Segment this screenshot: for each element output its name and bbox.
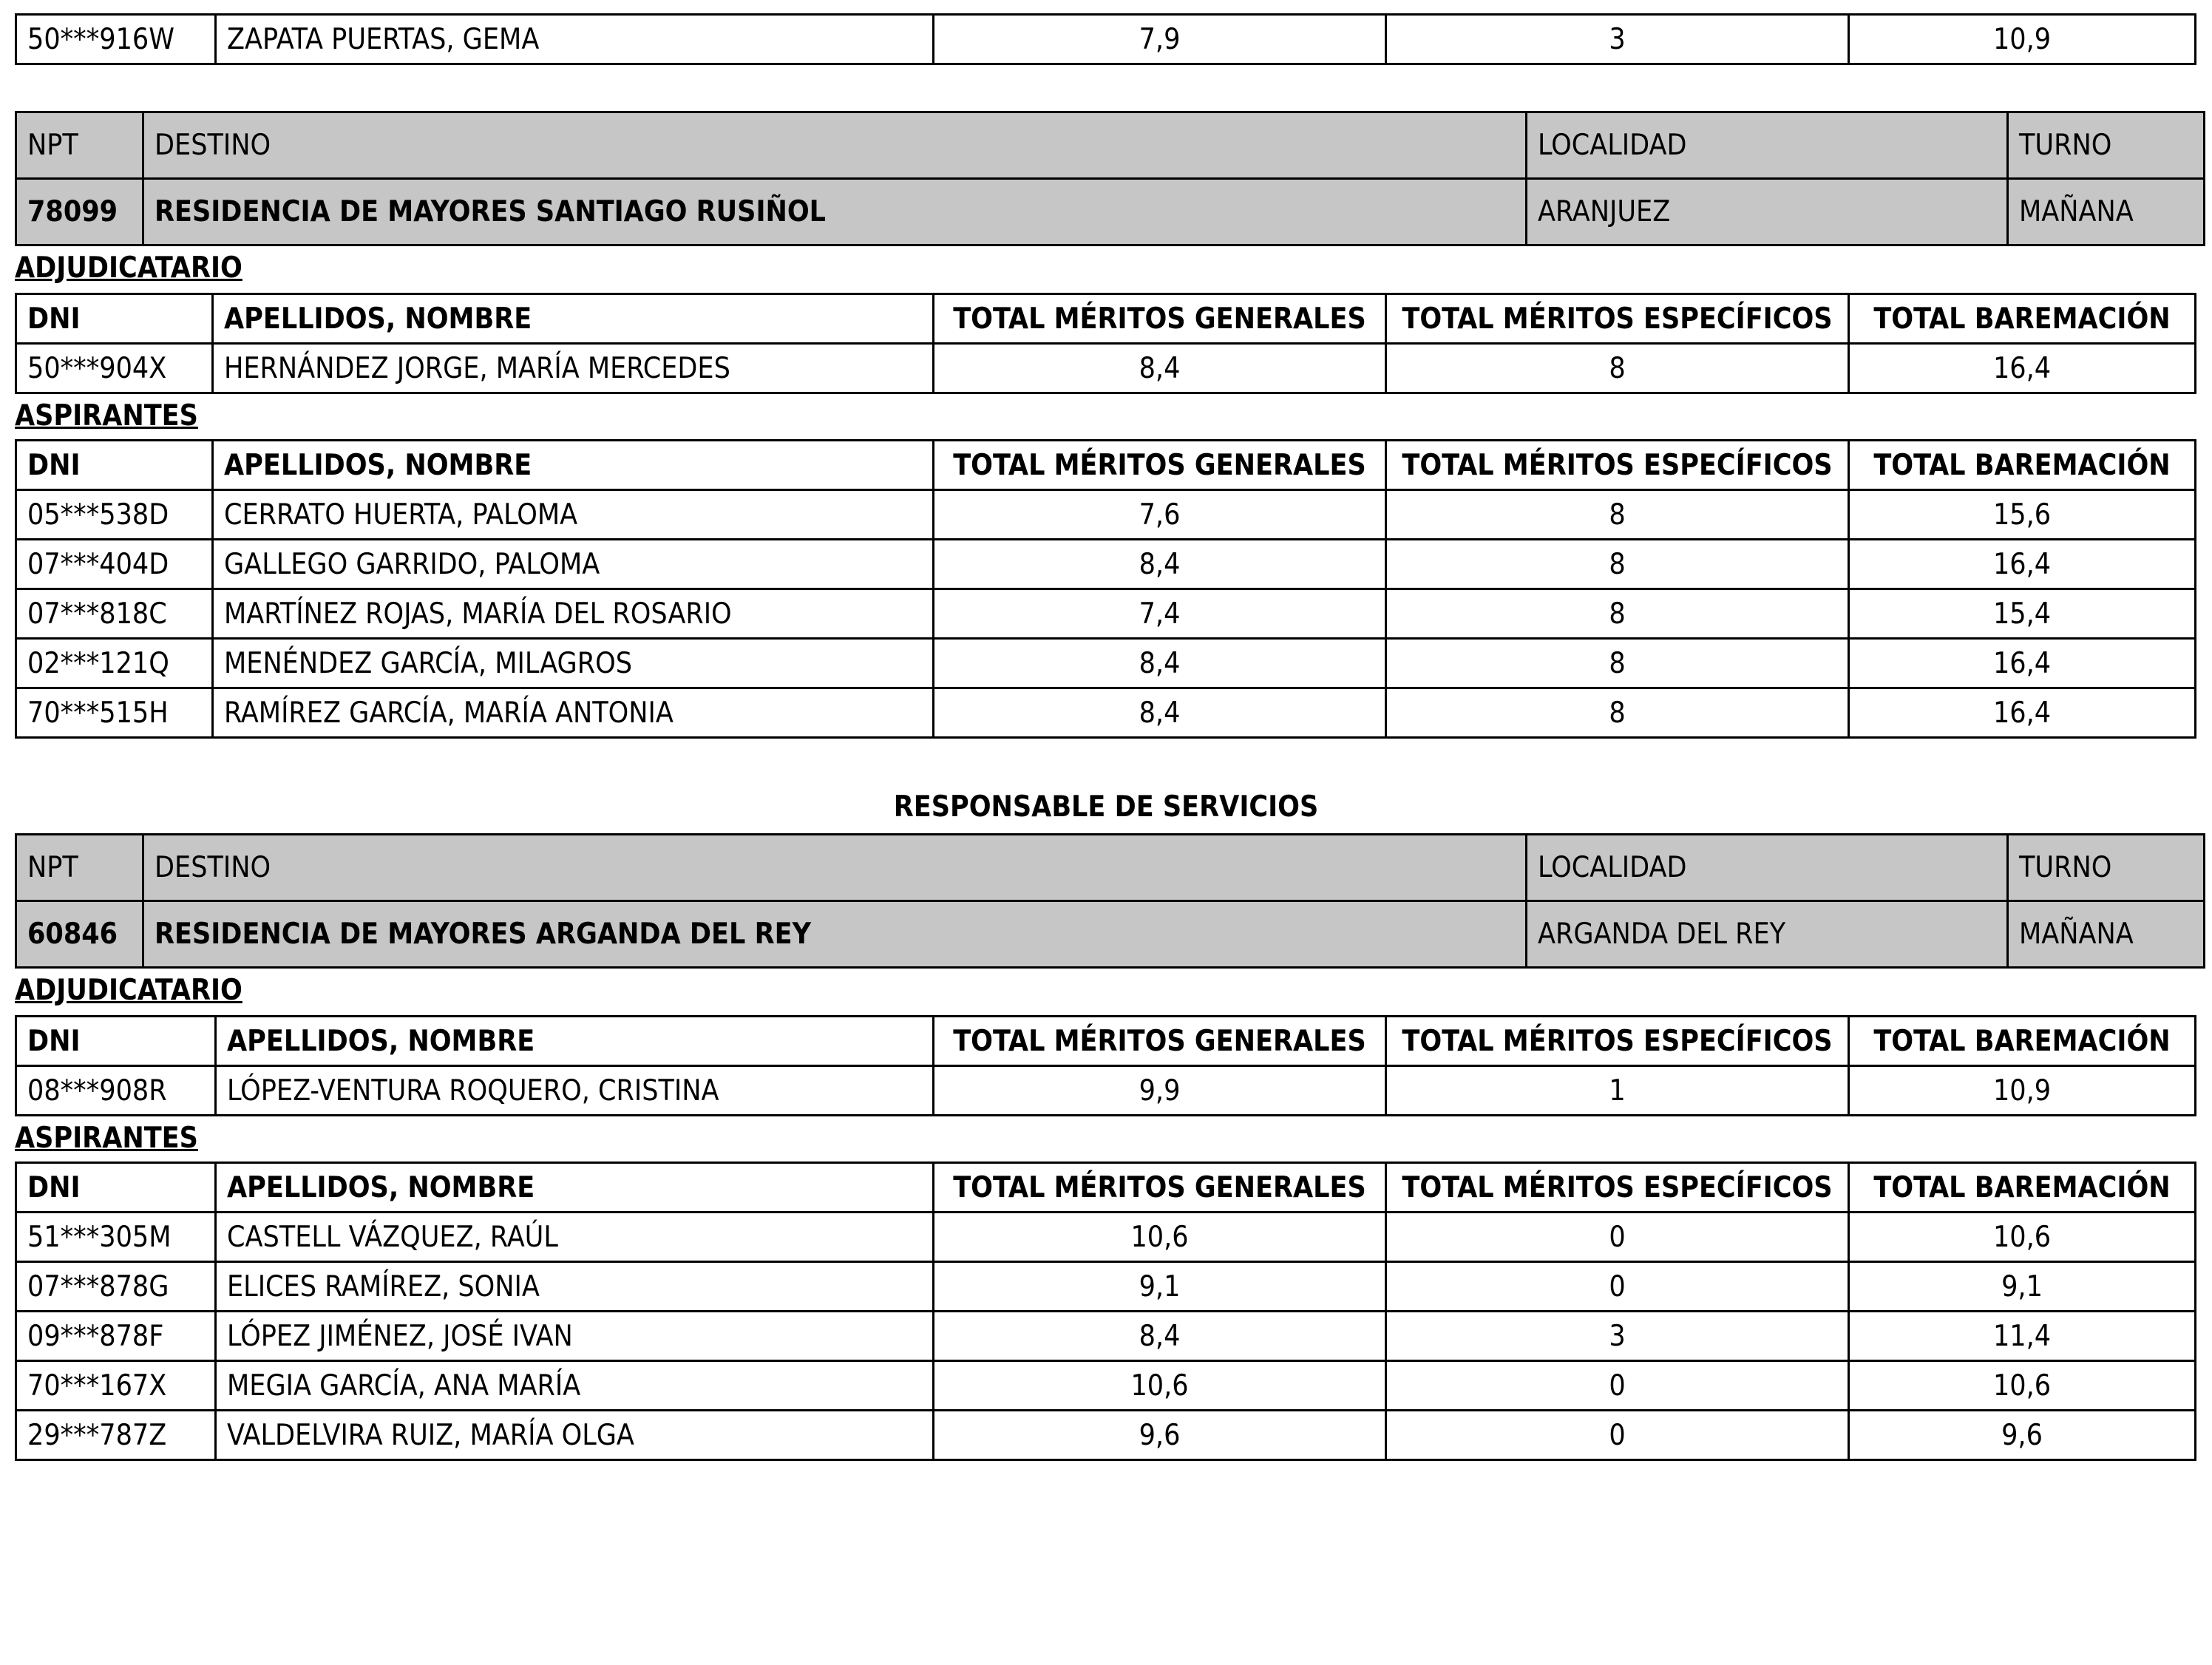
especificos-cell: 0: [1386, 1411, 1849, 1460]
npt-label: NPT: [16, 112, 143, 179]
adjudicatario-table: [15, 293, 2196, 394]
total-cell: 9,6: [1849, 1411, 2196, 1460]
total-cell: 9,1: [1849, 1262, 2196, 1312]
nombre-cell: LÓPEZ JIMÉNEZ, JOSÉ IVAN: [216, 1312, 934, 1361]
especificos-cell: 8: [1386, 639, 1849, 688]
table-row: [16, 1262, 2196, 1312]
especificos-cell: 8: [1386, 540, 1849, 589]
table-row: [16, 344, 2196, 393]
npt-value: 78099: [16, 179, 143, 245]
generales-cell: 8,4: [934, 639, 1386, 688]
destino-label: DESTINO: [143, 835, 1527, 901]
section-title: RESPONSABLE DE SERVICIOS: [893, 790, 1319, 824]
destino-header-table: [15, 833, 2205, 969]
adjudicatario-label: ADJUDICATARIO: [15, 974, 242, 1007]
turno-value: MAÑANA: [2008, 901, 2205, 968]
destino-value: RESIDENCIA DE MAYORES SANTIAGO RUSIÑOL: [143, 179, 1527, 245]
nombre-cell: RAMÍREZ GARCÍA, MARÍA ANTONIA: [213, 688, 934, 738]
total-cell: 10,6: [1849, 1213, 2196, 1262]
nombre-cell: GALLEGO GARRIDO, PALOMA: [213, 540, 934, 589]
npt-label: NPT: [16, 835, 143, 901]
total-header: TOTAL BAREMACIÓN: [1849, 441, 2196, 490]
generales-cell: 7,4: [934, 589, 1386, 639]
localidad-label: LOCALIDAD: [1527, 835, 2008, 901]
turno-value: MAÑANA: [2008, 179, 2205, 245]
table-row: [16, 589, 2196, 639]
table-row: [16, 540, 2196, 589]
previous-aspirantes-table: [15, 13, 2196, 65]
apellidos-header: APELLIDOS, NOMBRE: [216, 1163, 934, 1213]
dni-cell: 07***878G: [16, 1262, 216, 1312]
total-cell: 15,4: [1849, 589, 2196, 639]
generales-cell: 9,1: [934, 1262, 1386, 1312]
dni-cell: 02***121Q: [16, 639, 213, 688]
dni-header: DNI: [16, 1163, 216, 1213]
dni-cell: 29***787Z: [16, 1411, 216, 1460]
dni-cell: 08***908R: [16, 1066, 216, 1116]
dni-cell: 50***904X: [16, 344, 213, 393]
dni-header: DNI: [16, 1017, 216, 1066]
especificos-cell: 0: [1386, 1213, 1849, 1262]
turno-label: TURNO: [2008, 112, 2205, 179]
dni-cell: 70***167X: [16, 1361, 216, 1411]
apellidos-header: APELLIDOS, NOMBRE: [216, 1017, 934, 1066]
generales-cell: 8,4: [934, 344, 1386, 393]
total-header: TOTAL BAREMACIÓN: [1849, 1017, 2196, 1066]
dni-cell: 09***878F: [16, 1312, 216, 1361]
generales-cell: 9,9: [934, 1066, 1386, 1116]
especificos-cell: 0: [1386, 1361, 1849, 1411]
localidad-label: LOCALIDAD: [1527, 112, 2008, 179]
destino-header-table: [15, 111, 2205, 246]
apellidos-header: APELLIDOS, NOMBRE: [213, 294, 934, 344]
total-header: TOTAL BAREMACIÓN: [1849, 294, 2196, 344]
table-row: [16, 688, 2196, 738]
total-cell: 10,6: [1849, 1361, 2196, 1411]
dni-cell: 05***538D: [16, 490, 213, 540]
generales-cell: 10,6: [934, 1213, 1386, 1262]
nombre-cell: CERRATO HUERTA, PALOMA: [213, 490, 934, 540]
nombre-cell: VALDELVIRA RUIZ, MARÍA OLGA: [216, 1411, 934, 1460]
total-cell: 15,6: [1849, 490, 2196, 540]
especificos-cell: 8: [1386, 688, 1849, 738]
especificos-header: TOTAL MÉRITOS ESPECÍFICOS: [1386, 1163, 1849, 1213]
table-row: [16, 15, 2196, 64]
generales-cell: 8,4: [934, 540, 1386, 589]
aspirantes-label: ASPIRANTES: [15, 1122, 198, 1155]
dni-cell: 50***916W: [16, 15, 216, 64]
npt-value: 60846: [16, 901, 143, 968]
nombre-cell: CASTELL VÁZQUEZ, RAÚL: [216, 1213, 934, 1262]
especificos-cell: 8: [1386, 490, 1849, 540]
especificos-header: TOTAL MÉRITOS ESPECÍFICOS: [1386, 441, 1849, 490]
dni-cell: 07***818C: [16, 589, 213, 639]
total-cell: 10,9: [1849, 15, 2196, 64]
destino-value: RESIDENCIA DE MAYORES ARGANDA DEL REY: [143, 901, 1527, 968]
generales-header: TOTAL MÉRITOS GENERALES: [934, 441, 1386, 490]
apellidos-header: APELLIDOS, NOMBRE: [213, 441, 934, 490]
nombre-cell: MARTÍNEZ ROJAS, MARÍA DEL ROSARIO: [213, 589, 934, 639]
total-cell: 16,4: [1849, 344, 2196, 393]
especificos-cell: 8: [1386, 589, 1849, 639]
especificos-cell: 0: [1386, 1262, 1849, 1312]
generales-cell: 10,6: [934, 1361, 1386, 1411]
especificos-header: TOTAL MÉRITOS ESPECÍFICOS: [1386, 294, 1849, 344]
total-cell: 10,9: [1849, 1066, 2196, 1116]
total-cell: 11,4: [1849, 1312, 2196, 1361]
localidad-value: ARANJUEZ: [1527, 179, 2008, 245]
generales-header: TOTAL MÉRITOS GENERALES: [934, 1163, 1386, 1213]
table-row: [16, 1213, 2196, 1262]
aspirantes-table: [15, 1162, 2196, 1461]
generales-header: TOTAL MÉRITOS GENERALES: [934, 294, 1386, 344]
total-cell: 16,4: [1849, 688, 2196, 738]
nombre-cell: HERNÁNDEZ JORGE, MARÍA MERCEDES: [213, 344, 934, 393]
total-cell: 16,4: [1849, 639, 2196, 688]
destino-label: DESTINO: [143, 112, 1527, 179]
total-cell: 16,4: [1849, 540, 2196, 589]
table-row: [16, 1411, 2196, 1460]
table-row: [16, 1312, 2196, 1361]
especificos-cell: 3: [1386, 1312, 1849, 1361]
nombre-cell: MENÉNDEZ GARCÍA, MILAGROS: [213, 639, 934, 688]
aspirantes-table: [15, 439, 2196, 739]
nombre-cell: LÓPEZ-VENTURA ROQUERO, CRISTINA: [216, 1066, 934, 1116]
nombre-cell: ELICES RAMÍREZ, SONIA: [216, 1262, 934, 1312]
dni-cell: 07***404D: [16, 540, 213, 589]
dni-header: DNI: [16, 294, 213, 344]
nombre-cell: MEGIA GARCÍA, ANA MARÍA: [216, 1361, 934, 1411]
adjudicatario-table: [15, 1015, 2196, 1116]
dni-cell: 70***515H: [16, 688, 213, 738]
generales-cell: 7,9: [934, 15, 1386, 64]
generales-cell: 9,6: [934, 1411, 1386, 1460]
generales-cell: 8,4: [934, 688, 1386, 738]
adjudicatario-label: ADJUDICATARIO: [15, 251, 242, 285]
especificos-header: TOTAL MÉRITOS ESPECÍFICOS: [1386, 1017, 1849, 1066]
generales-cell: 7,6: [934, 490, 1386, 540]
especificos-cell: 3: [1386, 15, 1849, 64]
table-row: [16, 1066, 2196, 1116]
dni-header: DNI: [16, 441, 213, 490]
table-row: [16, 639, 2196, 688]
especificos-cell: 8: [1386, 344, 1849, 393]
nombre-cell: ZAPATA PUERTAS, GEMA: [216, 15, 934, 64]
table-row: [16, 490, 2196, 540]
aspirantes-label: ASPIRANTES: [15, 399, 198, 433]
dni-cell: 51***305M: [16, 1213, 216, 1262]
generales-header: TOTAL MÉRITOS GENERALES: [934, 1017, 1386, 1066]
localidad-value: ARGANDA DEL REY: [1527, 901, 2008, 968]
total-header: TOTAL BAREMACIÓN: [1849, 1163, 2196, 1213]
turno-label: TURNO: [2008, 835, 2205, 901]
especificos-cell: 1: [1386, 1066, 1849, 1116]
table-row: [16, 1361, 2196, 1411]
generales-cell: 8,4: [934, 1312, 1386, 1361]
